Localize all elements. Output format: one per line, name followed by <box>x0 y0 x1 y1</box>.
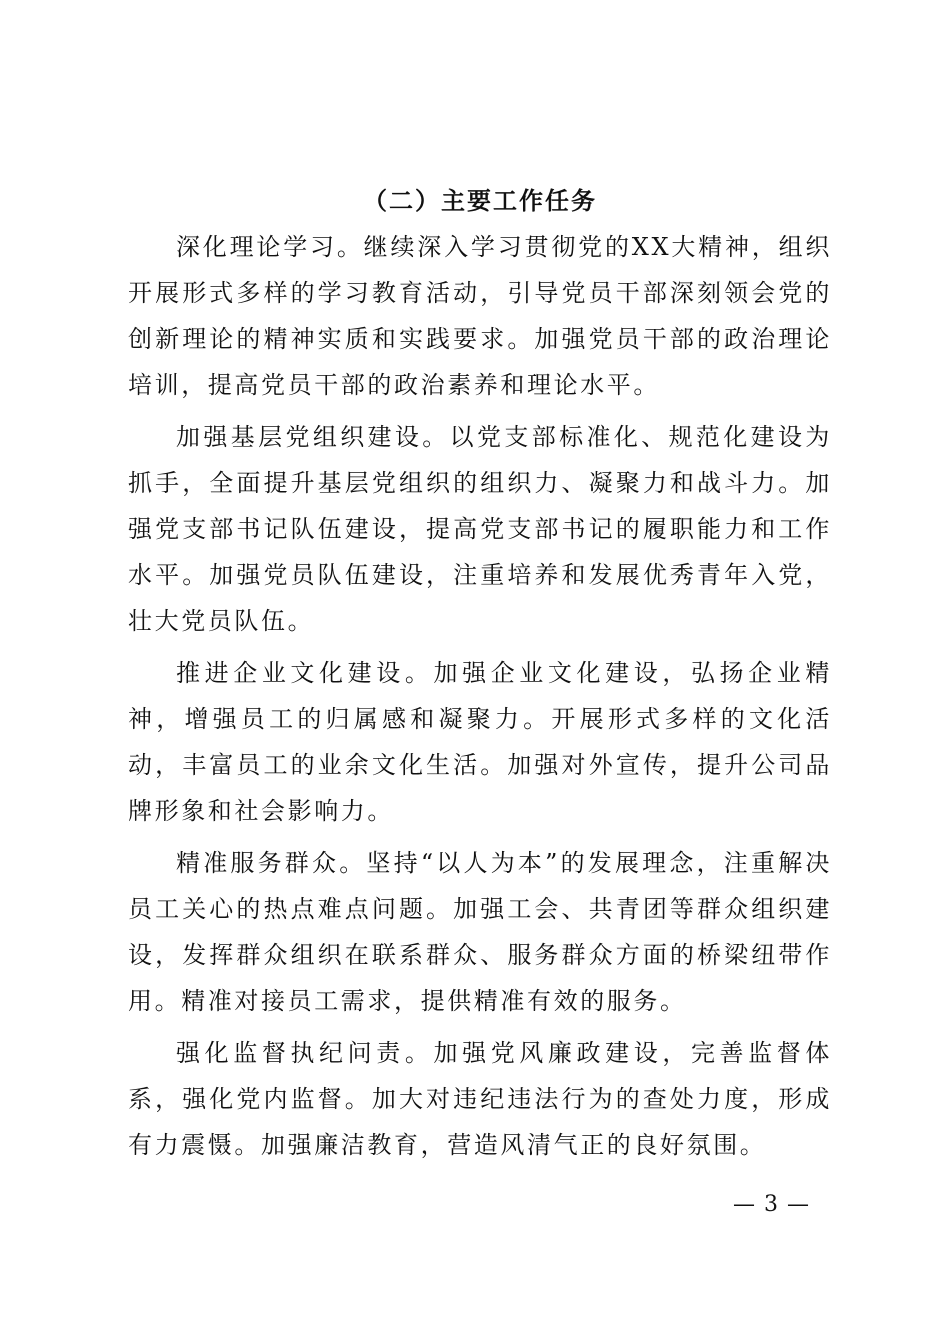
section-heading: （二）主要工作任务 <box>363 186 597 215</box>
paragraph-corporate-culture: 推进企业文化建设。加强企业文化建设，弘扬企业精神，增强员工的归属感和凝聚力。开展形式多样的文化活动，丰富员工的业余文化生活。加强对外宣传，提升公司品牌形象和社会影响力。 <box>128 659 832 825</box>
page-number: — 3 — <box>733 1192 810 1217</box>
paragraph-serve-the-masses: 精准服务群众。坚持“以人为本”的发展理念，注重解决员工关心的热点难点问题。加强工会、共青团等群众组织建设，发挥群众组织在联系群众、服务群众方面的桥梁纽带作用。精准对接员工需求，提供精准有效的服务。 <box>128 849 832 1015</box>
paragraph-deepen-theory-study: 深化理论学习。继续深入学习贯彻党的XX大精神，组织开展形式多样的学习教育活动，引导党员干部深刻领会党的创新理论的精神实质和实践要求。加强党员干部的政治理论培训，提高党员干部的政治素养和理论水平。 <box>128 233 832 399</box>
paragraph-supervision-discipline: 强化监督执纪问责。加强党风廉政建设，完善监督体系，强化党内监督。加大对违纪违法行为的查处力度，形成有力震慑。加强廉洁教育，营造风清气正的良好氛围。 <box>128 1039 832 1159</box>
paragraph-grassroots-party-building: 加强基层党组织建设。以党支部标准化、规范化建设为抓手，全面提升基层党组织的组织力、凝聚力和战斗力。加强党支部书记队伍建设，提高党支部书记的履职能力和工作水平。加强党员队伍建设，注重培养和发展优秀青年入党，壮大党员队伍。 <box>128 423 832 635</box>
document-body <box>128 178 832 1174</box>
